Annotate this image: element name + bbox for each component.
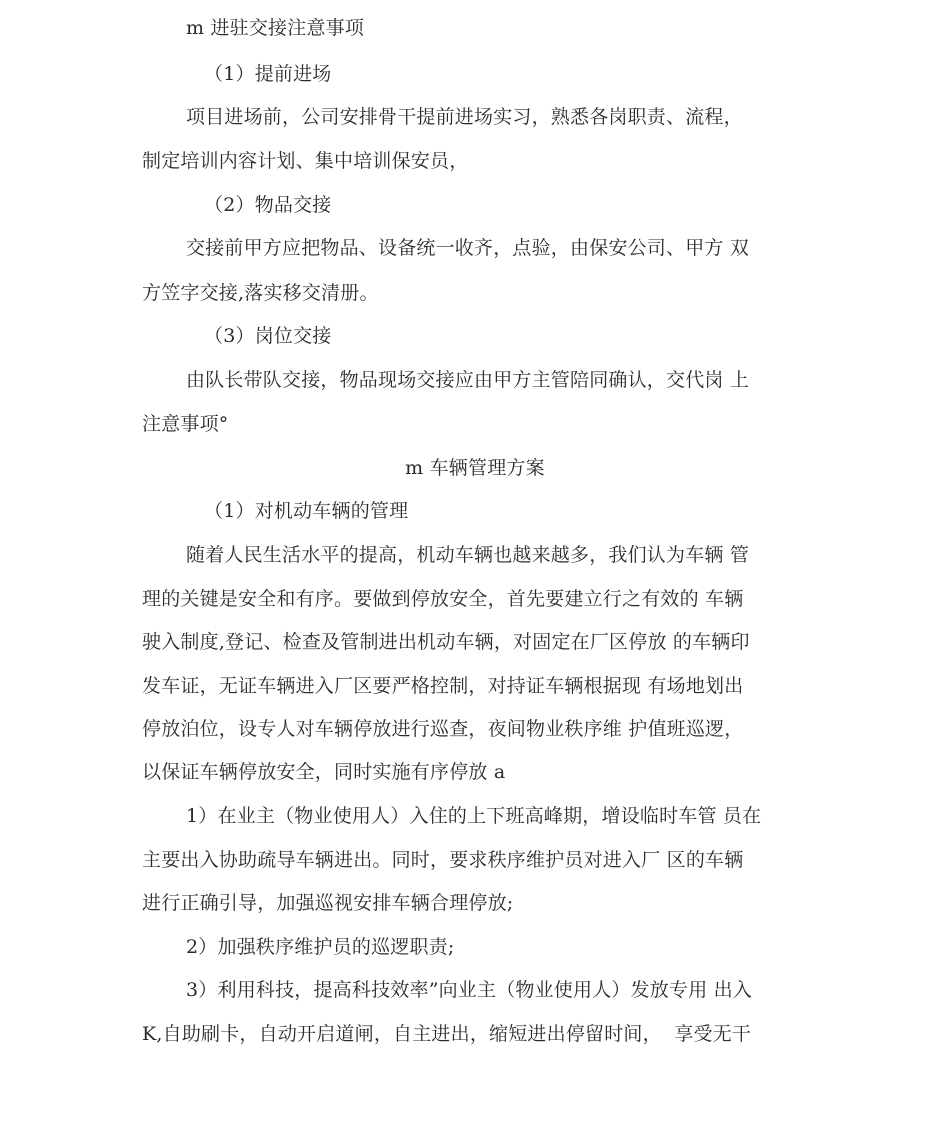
paragraph-line: 主要出入协助疏导车辆进出。同时，要求秩序维护员对进入厂 区的车辆 [142, 849, 744, 871]
paragraph-line: 注意事项° [142, 413, 229, 435]
paragraph-line: 理的关键是安全和有序。要做到停放安全，首先要建立行之有效的 车辆 [142, 588, 744, 610]
paragraph-line: 项目进场前，公司安排骨干提前进场实习，熟悉各岗职责、流程， [186, 106, 743, 128]
paragraph-line: 由队长带队交接，物品现场交接应由甲方主管陪同确认，交代岗 上 [186, 369, 750, 391]
paragraph-line: 2）加强秩序维护员的巡逻职责; [186, 936, 455, 958]
paragraph-line: 3）利用科技，提高科技效率”向业主（物业使用人）发放专用 出入 [186, 979, 753, 1001]
subheading-item-handover: （2）物品交接 [204, 194, 332, 216]
paragraph-line: 交接前甲方应把物品、设备统一收齐，点验，由保安公司、甲方 双 [186, 237, 750, 259]
subheading-post-handover: （3）岗位交接 [204, 325, 332, 347]
paragraph-line: 制定培训内容计划、集中培训保安员， [142, 150, 469, 172]
paragraph-line: 驶入制度,登记、检查及管制进出机动车辆，对固定在厂区停放 的车辆印 [142, 631, 750, 653]
paragraph-line: 方笠字交接,落实移交清册。 [142, 282, 379, 304]
paragraph-line: 发车证，无证车辆进入厂区要严格控制，对持证车辆根据现 有场地划出 [142, 675, 744, 697]
paragraph-line: 1）在业主（物业使用人）入住的上下班高峰期，增设临时车管 员在 [186, 805, 762, 827]
paragraph-line: 停放泊位，设专人对车辆停放进行巡查，夜间物业秩序维 护值班巡逻， [142, 718, 744, 740]
section-heading-handover: m 进驻交接注意事项 [186, 17, 365, 39]
subheading-motor-vehicles: （1）对机动车辆的管理 [204, 500, 409, 522]
paragraph-line: K,自助刷卡，自动开启道闸，自主进出，缩短进出停留时间， 享受无干 [142, 1023, 752, 1045]
paragraph-line: 随着人民生活水平的提高，机动车辆也越来越多，我们认为车辆 管 [186, 544, 750, 566]
subheading-early-entry: （1）提前进场 [204, 63, 332, 85]
section-heading-vehicle-plan: m 车辆管理方案 [405, 457, 545, 479]
paragraph-line: 以保证车辆停放安全，同时实施有序停放 a [142, 761, 506, 783]
paragraph-line: 进行正确引导，加强巡视安排车辆合理停放; [142, 892, 514, 914]
